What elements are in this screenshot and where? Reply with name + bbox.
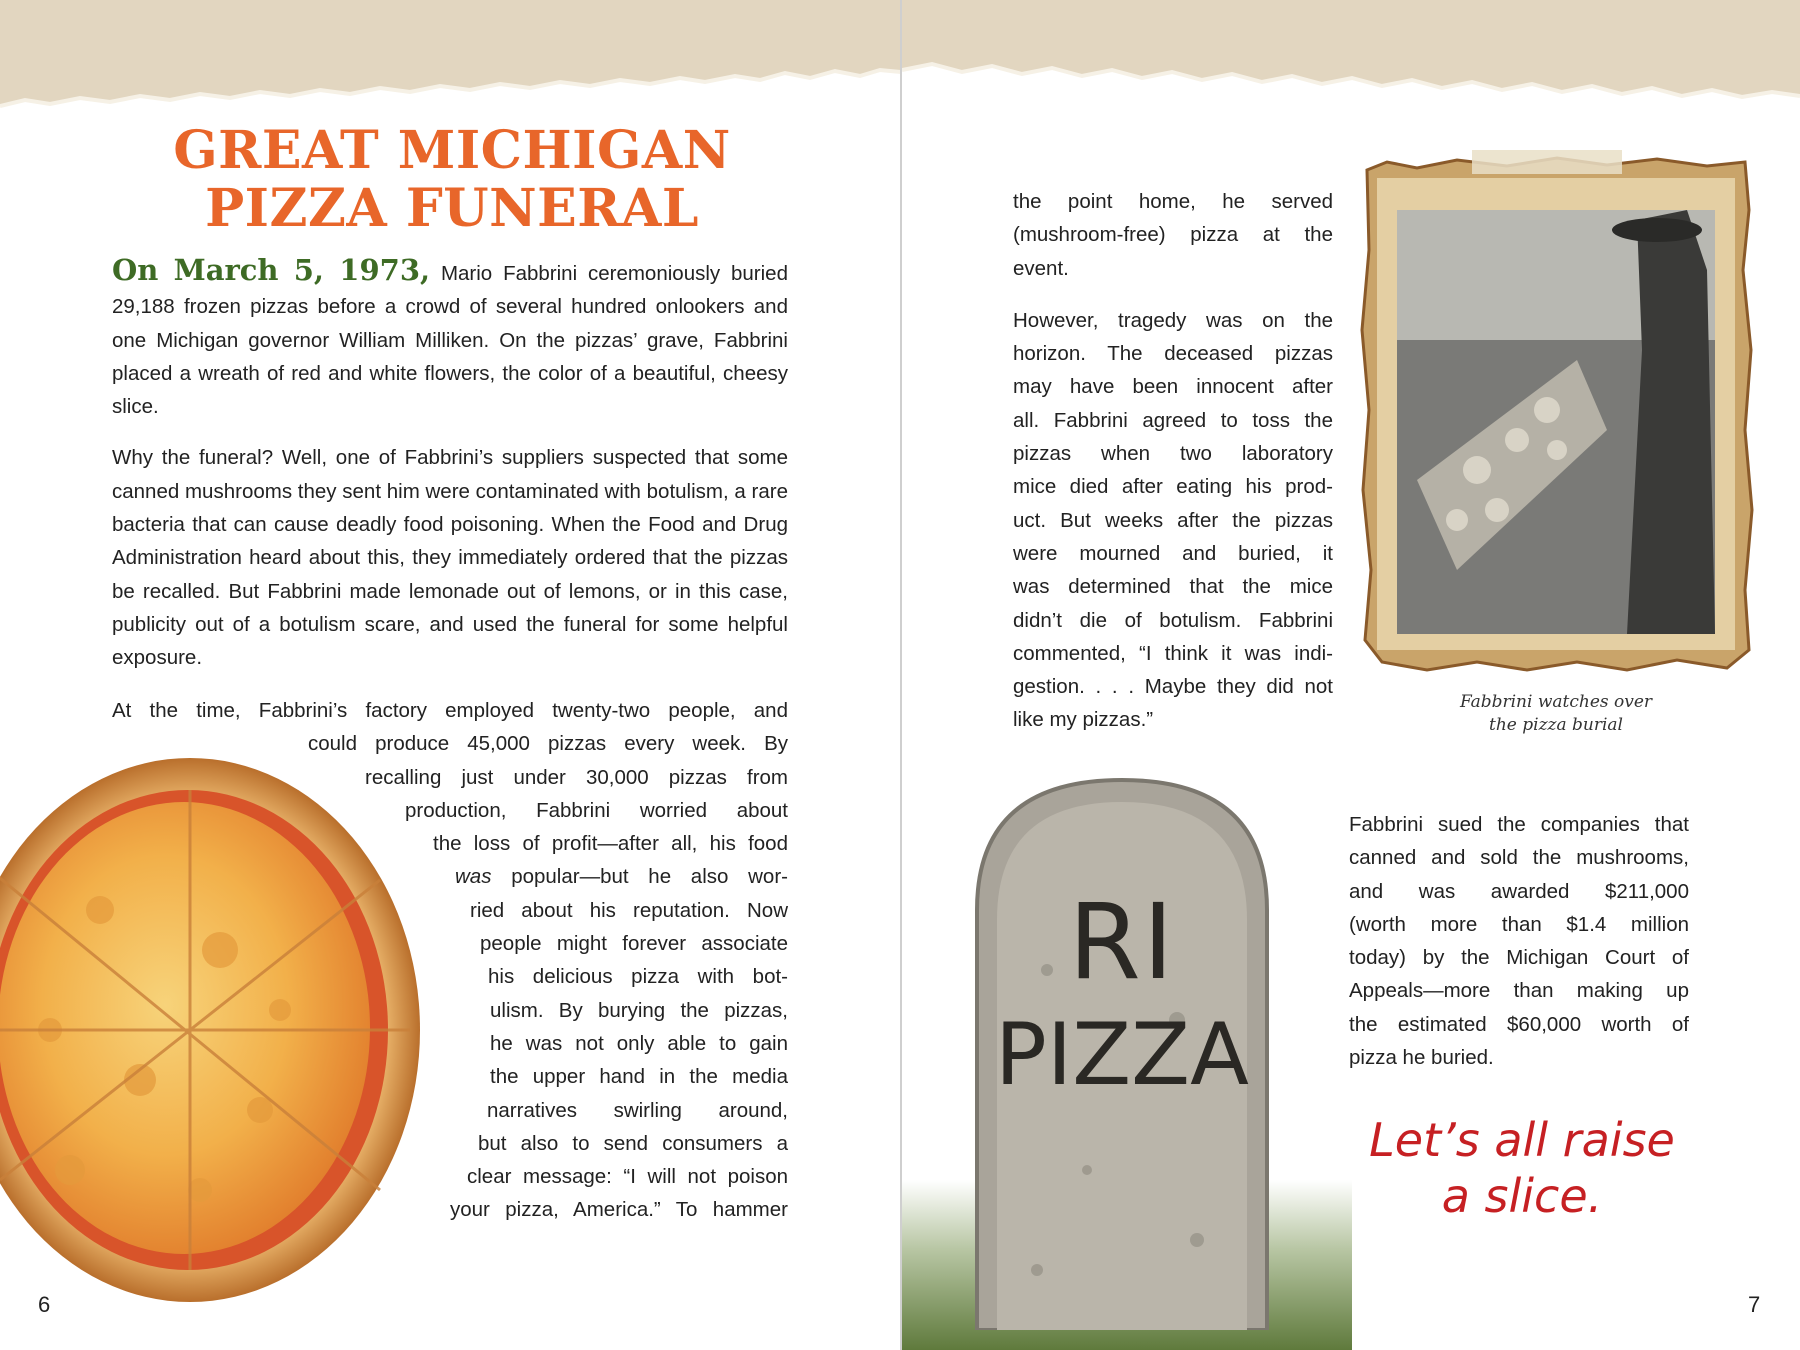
- p3-line-3: recalling just under 30,000 pizzas from: [365, 765, 788, 789]
- tombstone-pizza: PIZZA: [995, 1005, 1249, 1105]
- p3-line-14: but also to send consumers a: [478, 1131, 788, 1155]
- law-line-7: the estimated $60,000 worth of: [1349, 1012, 1689, 1036]
- p3-line-12: the upper hand in the media: [490, 1065, 788, 1089]
- law-line-5: today) by the Michigan Court of: [1349, 946, 1689, 970]
- p3-line-16: your pizza, America.” To hammer: [450, 1198, 788, 1222]
- italic-was: was: [455, 865, 492, 889]
- title-line-1: GREAT MICHIGAN: [173, 120, 731, 181]
- p3-line-6: was popular—but he also wor-: [455, 865, 788, 889]
- rc2-line-3: may have been innocent after: [1013, 375, 1333, 399]
- p3-line-8: people might forever associate: [480, 932, 788, 956]
- paragraph-3: [112, 694, 788, 1227]
- rc2-line-2: horizon. The deceased pizzas: [1013, 342, 1333, 366]
- law-line-2: canned and sold the mushrooms,: [1349, 846, 1689, 870]
- page-number-right: 7: [1748, 1292, 1761, 1317]
- rc2-line-10: didn’t die of botulism. Fabbrini: [1013, 608, 1333, 632]
- p3-line-9: his delicious pizza with bot-: [488, 965, 788, 989]
- torn-paper-header: [0, 0, 901, 120]
- photo-caption: [1357, 691, 1755, 737]
- rc-line-1: the point home, he served: [1013, 190, 1333, 213]
- rc2-line-12: gestion. . . . Maybe they did not: [1013, 675, 1333, 699]
- slogan: [1342, 1112, 1702, 1224]
- caption-line-2: the pizza burial: [1489, 715, 1623, 735]
- rc2-line-6: mice died after eating his prod-: [1013, 475, 1333, 499]
- rc2-line-11: commented, “I think it was indi-: [1013, 641, 1333, 665]
- p3-line-13: narratives swirling around,: [487, 1098, 788, 1122]
- slogan-line-1: Let’s all raise: [1369, 1113, 1675, 1167]
- tombstone-rip: RI: [1068, 881, 1176, 1003]
- vintage-photo: [1357, 150, 1755, 678]
- law-line-3: and was awarded $211,000: [1349, 879, 1689, 903]
- rc2-line-9: was determined that the mice: [1013, 575, 1333, 599]
- p3-line-11: he was not only able to gain: [490, 1031, 788, 1055]
- law-line-4: (worth more than $1.4 million: [1349, 912, 1689, 936]
- intro-section: [112, 254, 788, 675]
- p3-line-4: production, Fabbrini worried about: [405, 798, 788, 822]
- p3-line-15: clear message: “I will not poison: [467, 1165, 788, 1189]
- rc2-line-5: pizzas when two laboratory: [1013, 442, 1333, 466]
- rc-line-3: event.: [1013, 256, 1069, 280]
- torn-paper-header-right: [902, 0, 1800, 120]
- tape-strip: [1472, 150, 1622, 174]
- slogan-line-2: a slice.: [1441, 1169, 1603, 1223]
- p3-line-5: the loss of profit—after all, his food: [433, 832, 788, 856]
- paragraph-2: Why the funeral? Well, one of Fabbrini’s suppliers suspected that some canned mushrooms they sent him were contaminated with botulism, a rare bacteria that can cause deadly food poisoning. When the Food and Drug Administration heard about this, they immediately ordered that the pizzas be recalled. But Fabbrini made lemonade out of lemons, or in this case, publicity out of a botulism scare, and used the funeral for some helpful exposure.: [112, 446, 788, 670]
- p3-line-1: At the time, Fabbrini’s factory employed twenty-two people, and: [112, 699, 788, 722]
- rc2-line-1: However, tragedy was on the: [1013, 308, 1333, 332]
- lead-date: On March 5, 1973,: [112, 253, 431, 287]
- page-title: [112, 122, 792, 238]
- law-line-8: pizza he buried.: [1349, 1046, 1494, 1070]
- page-number-left: 6: [38, 1292, 51, 1317]
- rc2-line-7: uct. But weeks after the pizzas: [1013, 508, 1333, 532]
- p3-line-10: ulism. By burying the pizzas,: [490, 998, 788, 1022]
- paragraph-1: [112, 254, 788, 423]
- rc2-line-13: like my pizzas.”: [1013, 708, 1154, 732]
- law-line-6: Appeals—more than making up: [1349, 979, 1689, 1003]
- caption-line-1: Fabbrini watches over: [1459, 692, 1653, 712]
- rc-line-2: (mushroom-free) pizza at the: [1013, 223, 1333, 247]
- law-line-1: Fabbrini sued the companies that: [1349, 813, 1689, 836]
- rc2-line-8: were mourned and buried, it: [1013, 541, 1333, 565]
- right-column-text: [1013, 185, 1333, 737]
- p3-line-7: ried about his reputation. Now: [470, 898, 788, 922]
- p3-line-2: could produce 45,000 pizzas every week. By: [308, 732, 788, 756]
- lawsuit-paragraph: [1349, 808, 1689, 1074]
- title-line-2: PIZZA FUNERAL: [205, 178, 699, 239]
- paragraph-1-text: Mario Fabbrini ceremoniously buried 29,188 frozen pizzas before a crowd of several hundred onlookers and one Michigan governor William Milliken. On the pizzas’ grave, Fabbrini placed a wreath of red and white flowers, the color of a beautiful, cheesy slice.: [112, 262, 788, 419]
- right-page: [902, 0, 1800, 1350]
- rc2-line-4: all. Fabbrini agreed to toss the: [1013, 408, 1333, 432]
